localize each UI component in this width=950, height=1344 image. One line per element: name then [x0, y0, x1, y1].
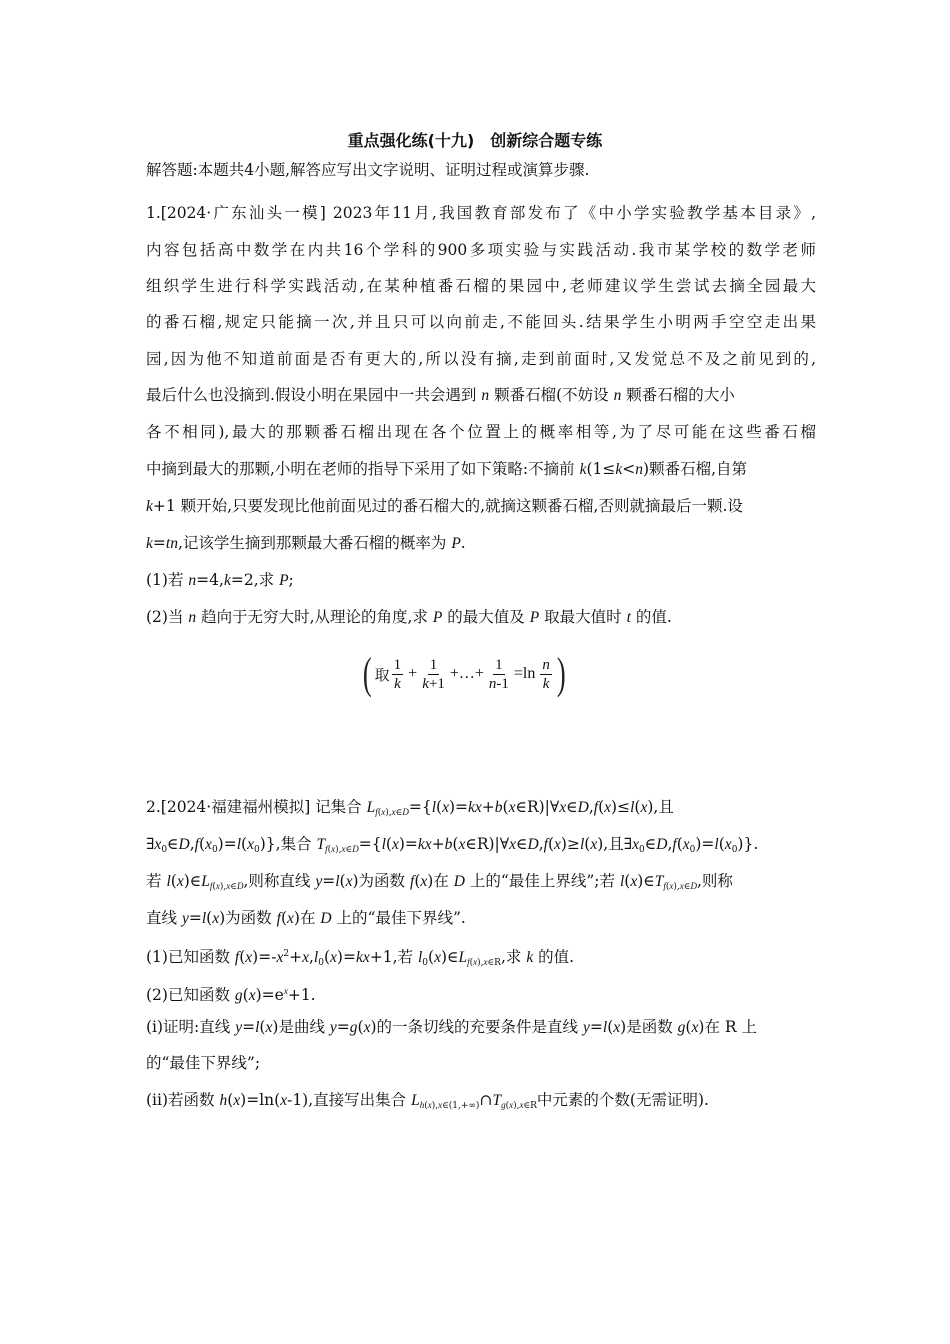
q1-line-2: 内容包括高中数学在内共16个学科的900多项实验与实践活动.我市某学校的数学老师	[146, 241, 816, 259]
q2-line-2: $\exists x_0\in D,f(x_0)=l(x_0)$},集合 $T_{f(x),x\in D}=\{l(x)=kx+b(x\in R)|\forall x\in D,f(x)\ge l(x)$,且$\exists x_0\in D,f(x_0)=l(x_0)$}.	[146, 835, 759, 855]
page-title: 重点强化练(十九) 创新综合题专练	[347, 131, 603, 150]
q2-part-2: (2)已知函数 $g(x)=e^x+1$.	[146, 986, 316, 1005]
q1-line-1: 1.[2024·广东汕头一模] 2023年11月,我国教育部发布了《中小学实验教学基本目录》,	[146, 204, 816, 222]
q1-line-4: 的番石榴,规定只能摘一次,并且只可以向前走,不能回头.结果学生小明两手空空走出果	[146, 313, 816, 331]
q1-line-5: 园,因为他不知道前面是否有更大的,所以没有摘,走到前面时,又发觉总不及之前见到的,	[146, 350, 816, 368]
q2-line-1: 2.[2024·福建福州模拟] 记集合 $L_{f(x),x\in D}=\{l(x)=kx+b(x\in R)|\forall x\in D,f(x)\le l(x)$,且	[146, 798, 674, 818]
q2-line-3: 若 $l(x)\in L_{f(x),x\in D}$,则称直线 y=l(x)为函数 f(x)在 D 上的“最佳上界线”;若 $l(x)\in T_{f(x),x\in D}$,则称	[146, 872, 733, 892]
q2-part-2-i-cont: 的“最佳下界线”;	[146, 1054, 261, 1072]
q1-line-3: 组织学生进行科学实践活动,在某种植番石榴的果园中,老师建议学生尝试去摘全园最大	[146, 277, 816, 295]
q1-line-9: k+1 颗开始,只要发现比他前面见过的番石榴大的,就摘这颗番石榴,否则就摘最后一颗.设	[146, 497, 743, 515]
instruction: 解答题:本题共4小题,解答应写出文字说明、证明过程或演算步骤.	[146, 161, 590, 179]
q2-line-4: 直线 y=l(x)为函数 f(x)在 D 上的“最佳下界线”.	[146, 909, 466, 927]
q1-line-10: k=tn,记该学生摘到那颗最大番石榴的概率为 P.	[146, 534, 466, 552]
q2-part-2-i: (i)证明:直线 y=l(x)是曲线 y=g(x)的一条切线的充要条件是直线 y=l(x)是函数 g(x)在 R 上	[146, 1018, 757, 1036]
q1-line-7: 各不相同),最大的那颗番石榴出现在各个位置上的概率相等,为了尽可能在这些番石榴	[146, 423, 816, 441]
q1-part-2: (2)当 n 趋向于无穷大时,从理论的角度,求 P 的最大值及 P 取最大值时 t 的值.	[146, 608, 672, 626]
hint-formula: ( 取 $\frac{1}{k}$ + $\frac{1}{k+1}$ +…+ $\frac{1}{n-1}$ =ln $\frac{n}{k}$ )	[362, 649, 566, 698]
q2-part-1: (1)已知函数 $f(x)=-x^2+x,l_0(x)=kx+1$,若 $l_0(x)\in L_{f(x),x\in R}$,求 k 的值.	[146, 948, 575, 969]
q1-line-8: 中摘到最大的那颗,小明在老师的指导下采用了如下策略:不摘前 k(1≤k<n)颗番石榴,自第	[146, 460, 748, 478]
q2-part-2-ii: (ii)若函数 h(x)=ln(x-1),直接写出集合 $L_{h(x),x\in(1,+\infty)}\cap T_{g(x),x\in R}$中元素的个数(无需证明).	[146, 1091, 709, 1111]
q1-line-6: 最后什么也没摘到.假设小明在果园中一共会遇到 n 颗番石榴(不妨设 n 颗番石榴的大小	[146, 386, 735, 404]
q1-part-1: (1)若 n=4,k=2,求 P;	[146, 571, 294, 589]
